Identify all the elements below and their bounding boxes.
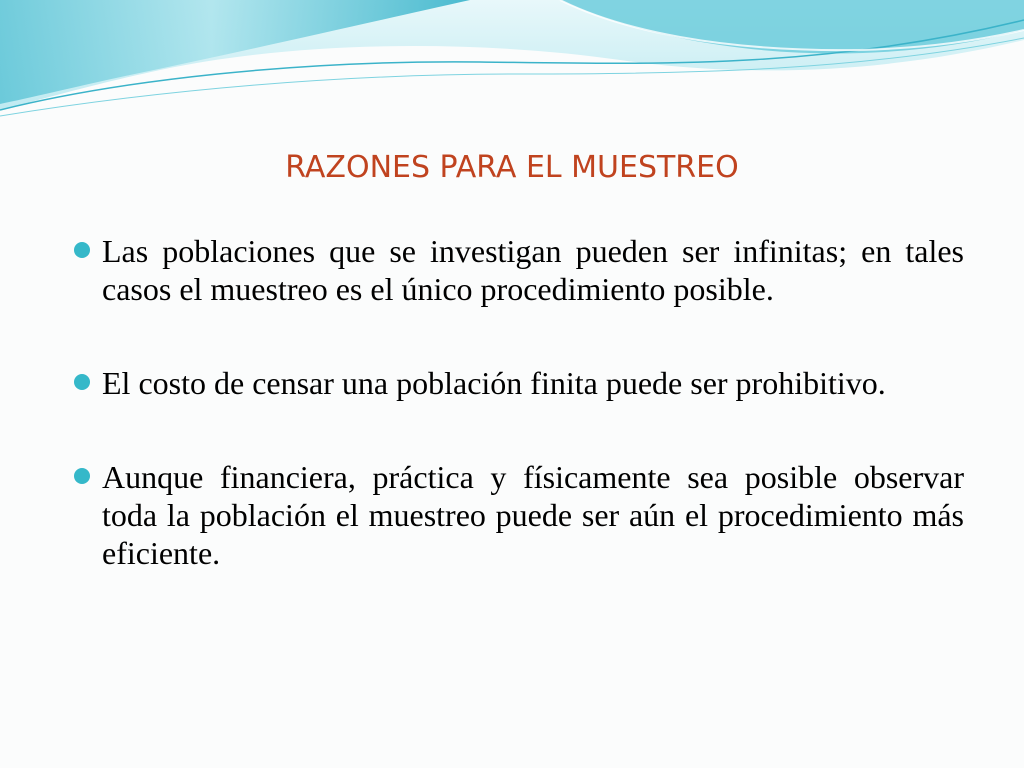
slide-title: RAZONES PARA EL MUESTREO (285, 150, 739, 185)
bullet-list (72, 232, 964, 572)
bullet-dot-icon (74, 242, 90, 258)
list-item (72, 458, 964, 572)
bullet-text: El costo de censar una población finita puede ser prohibitivo. (102, 365, 886, 401)
bullet-text: Las poblaciones que se investigan pueden ser infinitas; en tales casos el muestreo es el único procedimiento posible. (102, 233, 964, 307)
list-item (72, 232, 964, 308)
decorative-wave-header (0, 0, 1024, 120)
bullet-dot-icon (74, 374, 90, 390)
list-item (72, 364, 964, 402)
bullet-dot-icon (74, 468, 90, 484)
bullet-text: Aunque financiera, práctica y físicamente sea posible observar toda la población el muestreo puede ser aún el procedimiento más eficiente. (102, 459, 964, 571)
